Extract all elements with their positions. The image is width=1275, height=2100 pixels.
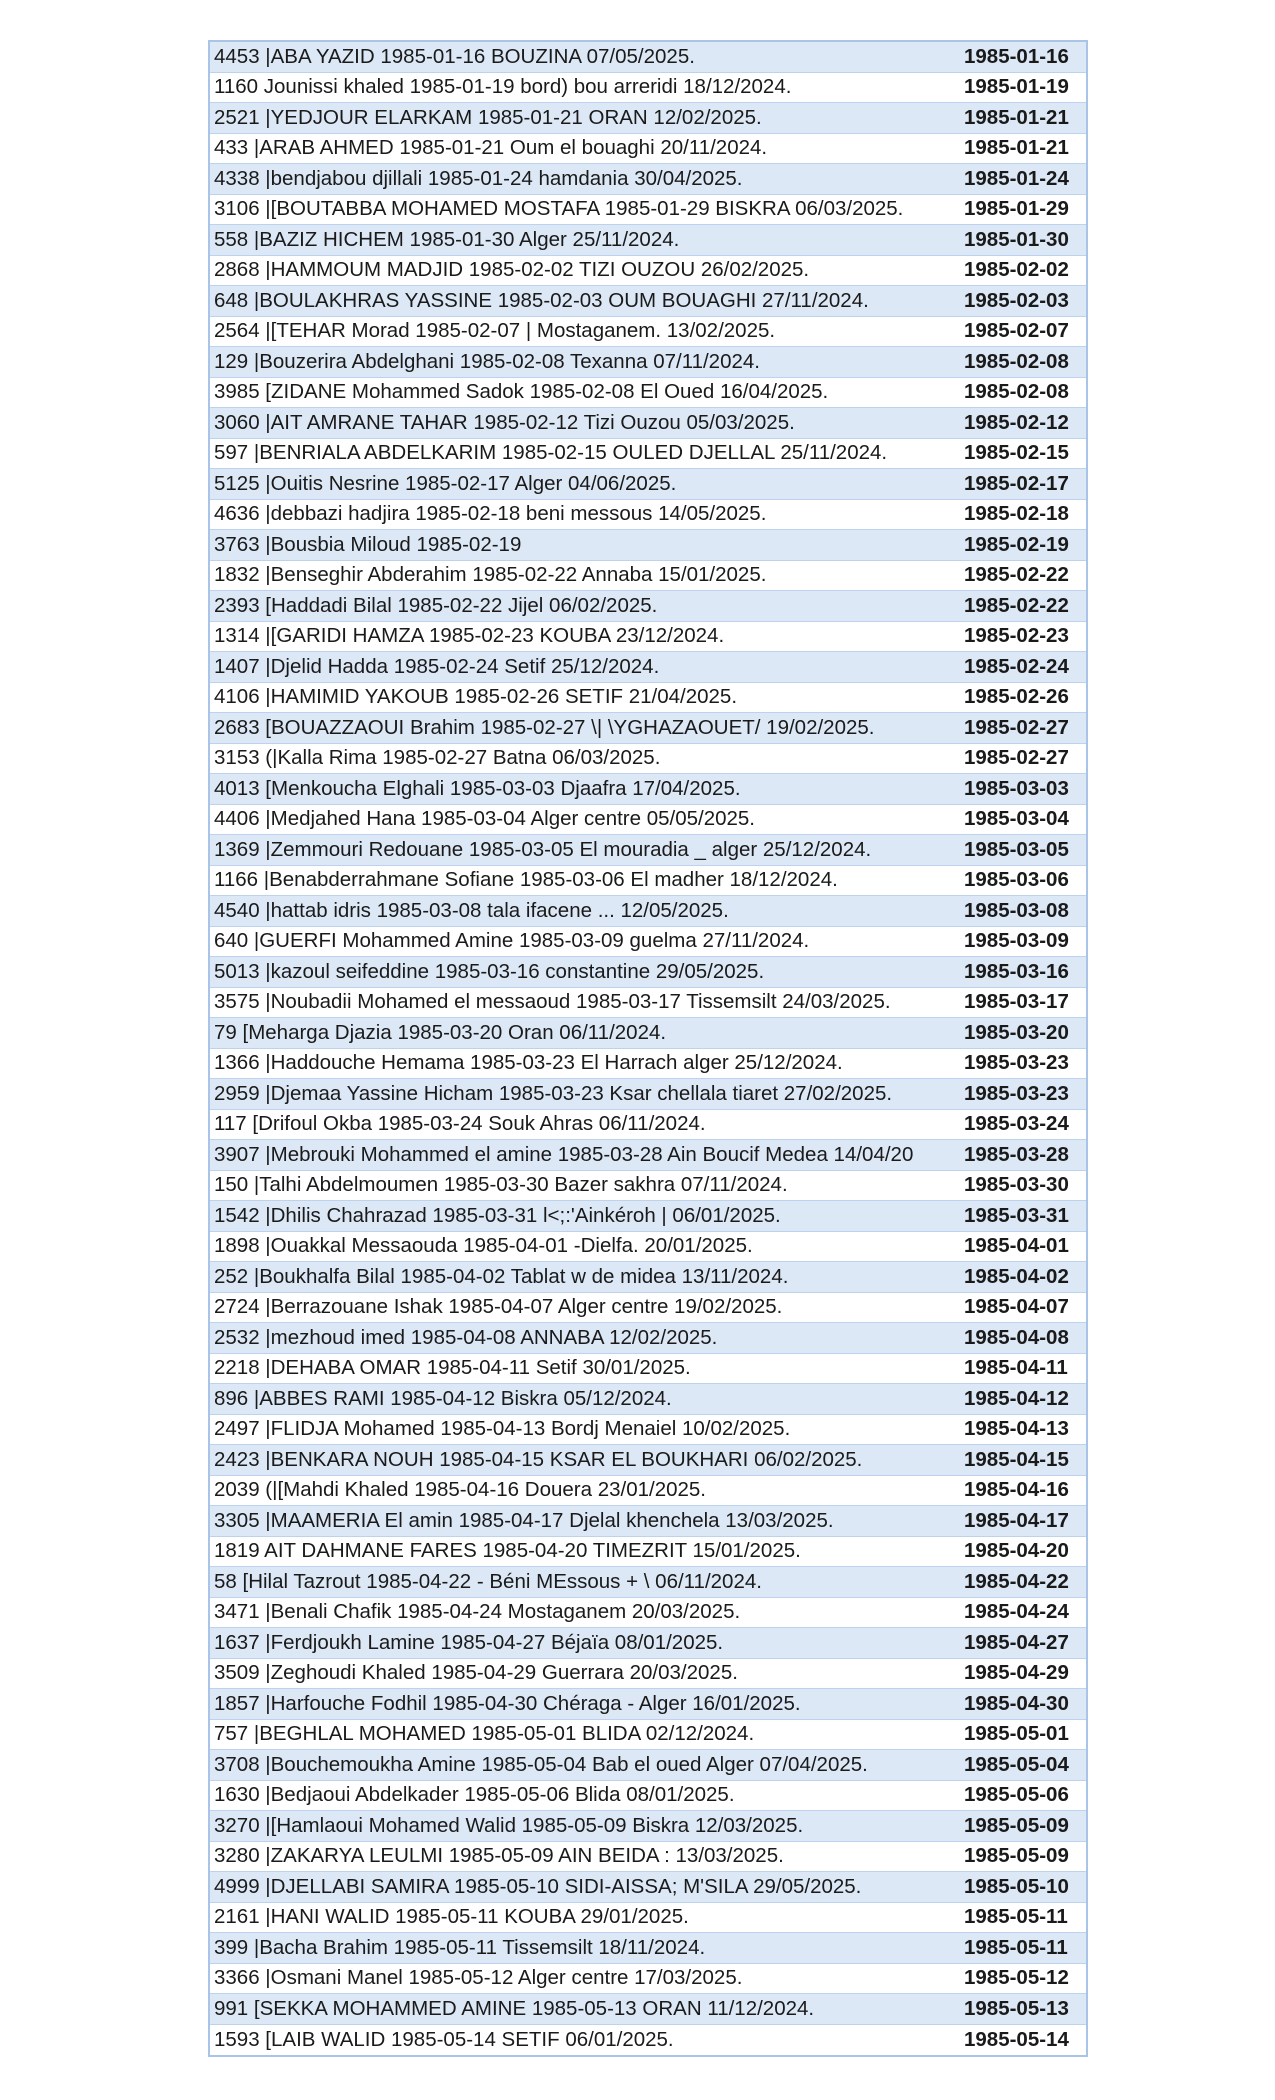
birth-date: 1985-02-15 <box>964 441 1069 465</box>
entry-text: 2564 |[TEHAR Morad 1985-02-07 | Mostaganem. 13/02/2025. <box>214 319 776 343</box>
birth-date: 1985-05-01 <box>964 1722 1069 1746</box>
entry-text: 1898 |Ouakkal Messaouda 1985-04-01 -Dielfa. 20/01/2025. <box>214 1234 753 1258</box>
birth-date: 1985-05-10 <box>964 1874 1069 1898</box>
entry-text: 3305 |MAAMERIA El amin 1985-04-17 Djelal khenchela 13/03/2025. <box>214 1508 834 1532</box>
birth-date: 1985-01-19 <box>964 75 1069 99</box>
table-row <box>210 1842 1086 1873</box>
entry-text: 2724 |Berrazouane Ishak 1985-04-07 Alger centre 19/02/2025. <box>214 1295 783 1319</box>
entry-text: 3106 |[BOUTABBA MOHAMED MOSTAFA 1985-01-29 BISKRA 06/03/2025. <box>214 197 904 221</box>
entry-text: 597 |BENRIALA ABDELKARIM 1985-02-15 OULED DJELLAL 25/11/2024. <box>214 441 888 465</box>
birth-date: 1985-03-09 <box>964 929 1069 953</box>
birth-date: 1985-03-05 <box>964 837 1069 861</box>
birth-date: 1985-03-31 <box>964 1203 1069 1227</box>
table-row <box>210 1872 1086 1903</box>
table-row <box>210 652 1086 683</box>
entry-text: 2497 |FLIDJA Mohamed 1985-04-13 Bordj Menaiel 10/02/2025. <box>214 1417 791 1441</box>
birth-date: 1985-04-02 <box>964 1264 1069 1288</box>
entry-text: 3471 |Benali Chafik 1985-04-24 Mostaganem 20/03/2025. <box>214 1600 741 1624</box>
table-row <box>210 1933 1086 1964</box>
birth-date: 1985-05-09 <box>964 1844 1069 1868</box>
birth-date: 1985-05-04 <box>964 1752 1069 1776</box>
entry-text: 3060 |AIT AMRANE TAHAR 1985-02-12 Tizi Ouzou 05/03/2025. <box>214 410 795 434</box>
table-row <box>210 957 1086 988</box>
table-row <box>210 988 1086 1019</box>
table-row <box>210 347 1086 378</box>
table-row <box>210 1689 1086 1720</box>
birth-date: 1985-03-03 <box>964 776 1069 800</box>
birth-date: 1985-04-29 <box>964 1661 1069 1685</box>
entry-text: 117 [Drifoul Okba 1985-03-24 Souk Ahras 06/11/2024. <box>214 1112 706 1136</box>
table-row <box>210 1384 1086 1415</box>
entry-text: 1637 |Ferdjoukh Lamine 1985-04-27 Béjaïa 08/01/2025. <box>214 1630 724 1654</box>
entry-text: 2532 |mezhoud imed 1985-04-08 ANNABA 12/02/2025. <box>214 1325 718 1349</box>
table-row <box>210 1293 1086 1324</box>
entry-text: 4338 |bendjabou djillali 1985-01-24 hamdania 30/04/2025. <box>214 166 743 190</box>
birth-date: 1985-03-04 <box>964 807 1069 831</box>
birth-date: 1985-04-17 <box>964 1508 1069 1532</box>
entry-text: 3280 |ZAKARYA LEULMI 1985-05-09 AIN BEIDA : 13/03/2025. <box>214 1844 784 1868</box>
birth-date: 1985-03-23 <box>964 1081 1069 1105</box>
entry-text: 3907 |Mebrouki Mohammed el amine 1985-03-28 Ain Boucif Medea 14/04/20 <box>214 1142 914 1166</box>
birth-date: 1985-03-08 <box>964 898 1069 922</box>
table-row <box>210 286 1086 317</box>
table-row <box>210 1903 1086 1934</box>
birth-date: 1985-02-22 <box>964 593 1069 617</box>
table-row <box>210 42 1086 73</box>
table-row <box>210 622 1086 653</box>
table-row <box>210 866 1086 897</box>
table-row <box>210 195 1086 226</box>
birth-date: 1985-02-08 <box>964 349 1069 373</box>
table-row <box>210 73 1086 104</box>
birth-date: 1985-04-22 <box>964 1569 1069 1593</box>
table-row <box>210 1110 1086 1141</box>
table-row <box>210 1415 1086 1446</box>
birth-date: 1985-04-20 <box>964 1539 1069 1563</box>
entry-text: 1630 |Bedjaoui Abdelkader 1985-05-06 Blida 08/01/2025. <box>214 1783 735 1807</box>
birth-date: 1985-02-12 <box>964 410 1069 434</box>
entry-text: 896 |ABBES RAMI 1985-04-12 Biskra 05/12/2024. <box>214 1386 672 1410</box>
table-row <box>210 256 1086 287</box>
entry-text: 2959 |Djemaa Yassine Hicham 1985-03-23 Ksar chellala tiaret 27/02/2025. <box>214 1081 893 1105</box>
birth-date: 1985-01-30 <box>964 227 1069 251</box>
table-row <box>210 1994 1086 2025</box>
birth-date: 1985-02-23 <box>964 624 1069 648</box>
table-row <box>210 805 1086 836</box>
birth-date: 1985-05-11 <box>964 1905 1068 1929</box>
entry-text: 1314 |[GARIDI HAMZA 1985-02-23 KOUBA 23/12/2024. <box>214 624 725 648</box>
birth-date: 1985-05-12 <box>964 1966 1069 1990</box>
table-row <box>210 225 1086 256</box>
entry-text: 991 [SEKKA MOHAMMED AMINE 1985-05-13 ORAN 11/12/2024. <box>214 1996 815 2020</box>
birth-date: 1985-03-23 <box>964 1051 1069 1075</box>
birth-date: 1985-03-30 <box>964 1173 1069 1197</box>
entry-text: 2521 |YEDJOUR ELARKAM 1985-01-21 ORAN 12/02/2025. <box>214 105 762 129</box>
table-row <box>210 591 1086 622</box>
birth-date: 1985-02-27 <box>964 715 1069 739</box>
birth-date: 1985-02-18 <box>964 502 1069 526</box>
entry-text: 558 |BAZIZ HICHEM 1985-01-30 Alger 25/11/2024. <box>214 227 680 251</box>
birth-date: 1985-04-12 <box>964 1386 1069 1410</box>
entry-text: 4406 |Medjahed Hana 1985-03-04 Alger centre 05/05/2025. <box>214 807 756 831</box>
results-table <box>208 40 1088 2057</box>
table-row <box>210 835 1086 866</box>
table-row <box>210 1628 1086 1659</box>
entry-text: 1160 Jounissi khaled 1985-01-19 bord) bou arreridi 18/12/2024. <box>214 75 792 99</box>
birth-date: 1985-01-21 <box>964 136 1069 160</box>
entry-text: 3708 |Bouchemoukha Amine 1985-05-04 Bab el oued Alger 07/04/2025. <box>214 1752 868 1776</box>
entry-text: 3575 |Noubadii Mohamed el messaoud 1985-03-17 Tissemsilt 24/03/2025. <box>214 990 891 1014</box>
birth-date: 1985-03-17 <box>964 990 1069 1014</box>
entry-text: 4106 |HAMIMID YAKOUB 1985-02-26 SETIF 21/04/2025. <box>214 685 738 709</box>
table-row <box>210 469 1086 500</box>
entry-text: 1857 |Harfouche Fodhil 1985-04-30 Chéraga - Alger 16/01/2025. <box>214 1691 801 1715</box>
entry-text: 2161 |HANI WALID 1985-05-11 KOUBA 29/01/2025. <box>214 1905 689 1929</box>
birth-date: 1985-04-24 <box>964 1600 1069 1624</box>
birth-date: 1985-02-26 <box>964 685 1069 709</box>
birth-date: 1985-04-27 <box>964 1630 1069 1654</box>
birth-date: 1985-02-03 <box>964 288 1069 312</box>
birth-date: 1985-01-21 <box>964 105 1069 129</box>
birth-date: 1985-05-09 <box>964 1813 1069 1837</box>
entry-text: 5125 |Ouitis Nesrine 1985-02-17 Alger 04/06/2025. <box>214 471 677 495</box>
table-row <box>210 1140 1086 1171</box>
table-row <box>210 1201 1086 1232</box>
entry-text: 2218 |DEHABA OMAR 1985-04-11 Setif 30/01/2025. <box>214 1356 691 1380</box>
entry-text: 1593 [LAIB WALID 1985-05-14 SETIF 06/01/2025. <box>214 2027 674 2051</box>
entry-text: 1407 |Djelid Hadda 1985-02-24 Setif 25/12/2024. <box>214 654 660 678</box>
table-row <box>210 1079 1086 1110</box>
entry-text: 1366 |Haddouche Hemama 1985-03-23 El Harrach alger 25/12/2024. <box>214 1051 843 1075</box>
table-row <box>210 1506 1086 1537</box>
entry-text: 2423 |BENKARA NOUH 1985-04-15 KSAR EL BOUKHARI 06/02/2025. <box>214 1447 863 1471</box>
birth-date: 1985-05-13 <box>964 1996 1069 2020</box>
birth-date: 1985-02-27 <box>964 746 1069 770</box>
birth-date: 1985-01-16 <box>964 44 1069 68</box>
entry-text: 4453 |ABA YAZID 1985-01-16 BOUZINA 07/05/2025. <box>214 44 695 68</box>
entry-text: 1542 |Dhilis Chahrazad 1985-03-31 l<;:'Ainkéroh | 06/01/2025. <box>214 1203 781 1227</box>
table-row <box>210 1232 1086 1263</box>
entry-text: 1166 |Benabderrahmane Sofiane 1985-03-06 El madher 18/12/2024. <box>214 868 838 892</box>
birth-date: 1985-04-08 <box>964 1325 1069 1349</box>
birth-date: 1985-02-24 <box>964 654 1069 678</box>
birth-date: 1985-04-16 <box>964 1478 1069 1502</box>
table-row <box>210 1445 1086 1476</box>
entry-text: 757 |BEGHLAL MOHAMED 1985-05-01 BLIDA 02/12/2024. <box>214 1722 755 1746</box>
table-row <box>210 1567 1086 1598</box>
table-row <box>210 1171 1086 1202</box>
entry-text: 2683 [BOUAZZAOUI Brahim 1985-02-27 \| \YGHAZAOUET/ 19/02/2025. <box>214 715 875 739</box>
table-row <box>210 1598 1086 1629</box>
entry-text: 3985 [ZIDANE Mohammed Sadok 1985-02-08 El Oued 16/04/2025. <box>214 380 829 404</box>
table-row <box>210 164 1086 195</box>
birth-date: 1985-05-11 <box>964 1935 1068 1959</box>
table-row <box>210 530 1086 561</box>
entry-text: 4013 [Menkoucha Elghali 1985-03-03 Djaafra 17/04/2025. <box>214 776 741 800</box>
entry-text: 4540 |hattab idris 1985-03-08 tala ifacene ... 12/05/2025. <box>214 898 729 922</box>
table-row <box>210 317 1086 348</box>
birth-date: 1985-02-07 <box>964 319 1069 343</box>
table-row <box>210 561 1086 592</box>
birth-date: 1985-05-14 <box>964 2027 1069 2051</box>
table-row <box>210 1262 1086 1293</box>
entry-text: 252 |Boukhalfa Bilal 1985-04-02 Tablat w de midea 13/11/2024. <box>214 1264 789 1288</box>
birth-date: 1985-01-29 <box>964 197 1069 221</box>
table-row <box>210 774 1086 805</box>
birth-date: 1985-02-17 <box>964 471 1069 495</box>
entry-text: 1819 AIT DAHMANE FARES 1985-04-20 TIMEZRIT 15/01/2025. <box>214 1539 801 1563</box>
table-row <box>210 439 1086 470</box>
entry-text: 3366 |Osmani Manel 1985-05-12 Alger centre 17/03/2025. <box>214 1966 743 1990</box>
entry-text: 640 |GUERFI Mohammed Amine 1985-03-09 guelma 27/11/2024. <box>214 929 810 953</box>
table-row <box>210 1781 1086 1812</box>
birth-date: 1985-02-08 <box>964 380 1069 404</box>
table-row <box>210 1049 1086 1080</box>
entry-text: 4636 |debbazi hadjira 1985-02-18 beni messous 14/05/2025. <box>214 502 767 526</box>
entry-text: 3509 |Zeghoudi Khaled 1985-04-29 Guerrara 20/03/2025. <box>214 1661 738 1685</box>
table-row <box>210 683 1086 714</box>
entry-text: 433 |ARAB AHMED 1985-01-21 Oum el bouaghi 20/11/2024. <box>214 136 768 160</box>
entry-text: 3270 |[Hamlaoui Mohamed Walid 1985-05-09 Biskra 12/03/2025. <box>214 1813 804 1837</box>
birth-date: 1985-04-13 <box>964 1417 1069 1441</box>
table-row <box>210 1323 1086 1354</box>
entry-text: 2039 (|[Mahdi Khaled 1985-04-16 Douera 23/01/2025. <box>214 1478 706 1502</box>
table-row <box>210 1476 1086 1507</box>
birth-date: 1985-04-30 <box>964 1691 1069 1715</box>
birth-date: 1985-04-11 <box>964 1356 1068 1380</box>
entry-text: 2393 [Haddadi Bilal 1985-02-22 Jijel 06/02/2025. <box>214 593 658 617</box>
table-row <box>210 1720 1086 1751</box>
entry-text: 648 |BOULAKHRAS YASSINE 1985-02-03 OUM BOUAGHI 27/11/2024. <box>214 288 869 312</box>
table-row <box>210 2025 1086 2056</box>
table-row <box>210 500 1086 531</box>
birth-date: 1985-04-01 <box>964 1234 1069 1258</box>
entry-text: 58 [Hilal Tazrout 1985-04-22 - Béni MEssous + \ 06/11/2024. <box>214 1569 762 1593</box>
birth-date: 1985-03-24 <box>964 1112 1069 1136</box>
table-row <box>210 1964 1086 1995</box>
table-row <box>210 1018 1086 1049</box>
birth-date: 1985-04-07 <box>964 1295 1069 1319</box>
birth-date: 1985-04-15 <box>964 1447 1069 1471</box>
entry-text: 3763 |Bousbia Miloud 1985-02-19 <box>214 532 522 556</box>
birth-date: 1985-02-02 <box>964 258 1069 282</box>
entry-text: 4999 |DJELLABI SAMIRA 1985-05-10 SIDI-AISSA; M'SILA 29/05/2025. <box>214 1874 862 1898</box>
birth-date: 1985-03-06 <box>964 868 1069 892</box>
entry-text: 1369 |Zemmouri Redouane 1985-03-05 El mouradia _ alger 25/12/2024. <box>214 837 872 861</box>
table-row <box>210 927 1086 958</box>
entry-text: 79 [Meharga Djazia 1985-03-20 Oran 06/11/2024. <box>214 1020 667 1044</box>
entry-text: 5013 |kazoul seifeddine 1985-03-16 constantine 29/05/2025. <box>214 959 765 983</box>
birth-date: 1985-02-22 <box>964 563 1069 587</box>
birth-date: 1985-01-24 <box>964 166 1069 190</box>
birth-date: 1985-03-28 <box>964 1142 1069 1166</box>
birth-date: 1985-03-16 <box>964 959 1069 983</box>
table-row <box>210 408 1086 439</box>
entry-text: 2868 |HAMMOUM MADJID 1985-02-02 TIZI OUZOU 26/02/2025. <box>214 258 810 282</box>
birth-date: 1985-02-19 <box>964 532 1069 556</box>
birth-date: 1985-03-20 <box>964 1020 1069 1044</box>
entry-text: 1832 |Benseghir Abderahim 1985-02-22 Annaba 15/01/2025. <box>214 563 767 587</box>
table-row <box>210 1750 1086 1781</box>
table-row <box>210 744 1086 775</box>
table-row <box>210 713 1086 744</box>
table-row <box>210 1659 1086 1690</box>
table-row <box>210 1354 1086 1385</box>
birth-date: 1985-05-06 <box>964 1783 1069 1807</box>
table-row <box>210 1537 1086 1568</box>
entry-text: 399 |Bacha Brahim 1985-05-11 Tissemsilt 18/11/2024. <box>214 1935 706 1959</box>
entry-text: 3153 (|Kalla Rima 1985-02-27 Batna 06/03/2025. <box>214 746 661 770</box>
table-row <box>210 896 1086 927</box>
table-row <box>210 378 1086 409</box>
table-row <box>210 134 1086 165</box>
entry-text: 129 |Bouzerira Abdelghani 1985-02-08 Texanna 07/11/2024. <box>214 349 760 373</box>
entry-text: 150 |Talhi Abdelmoumen 1985-03-30 Bazer sakhra 07/11/2024. <box>214 1173 788 1197</box>
table-row <box>210 1811 1086 1842</box>
table-row <box>210 103 1086 134</box>
